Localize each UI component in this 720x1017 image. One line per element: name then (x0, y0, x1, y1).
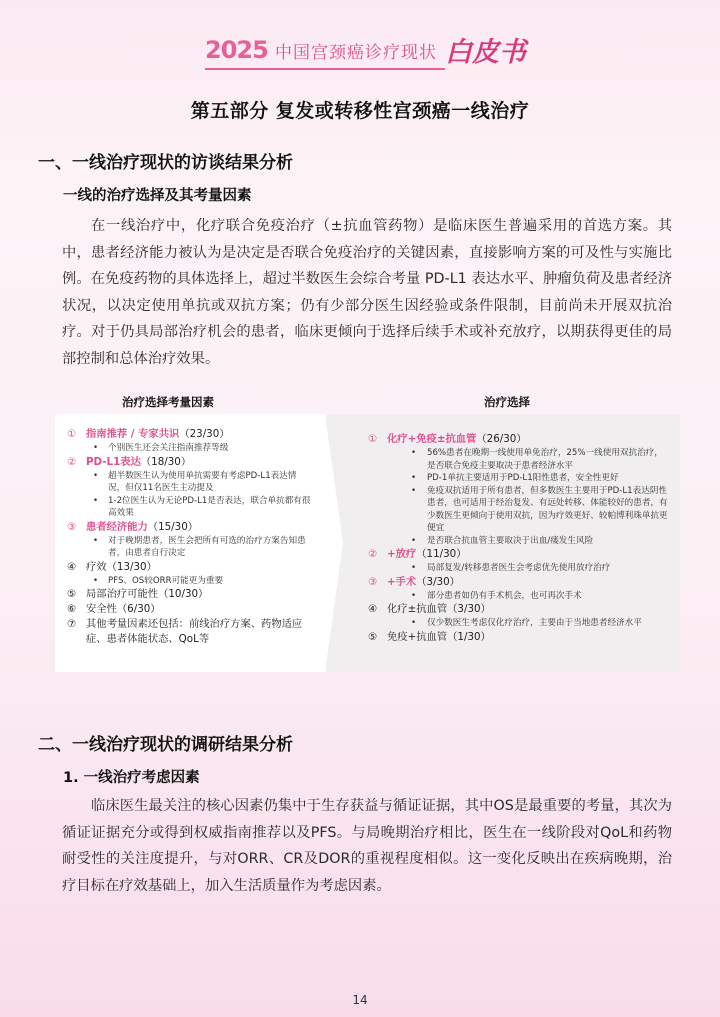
section1-paragraph: 在一线治疗中，化疗联合免疫治疗（±抗血管药物）是临床医生普遍采用的首选方案。其中，患者经济能力被认为是决定是否联合免疫治疗的关键因素，直接影响方案的可及性与实施比例。在免疫药物的具体选择上，超过半数医生会综合考量 PD-L1 表达水平、肿瘤负荷及患者经济状况，以决定使用单抗或双抗方案；仍有少部分医生因经验或条件限制，目前尚未开展双抗治疗。对于仍具局部治疗机会的患者，临床更倾向于选择后续手术或补充放疗，以期获得更佳的局部控制和总体治疗效果。 (62, 218, 672, 367)
sub-list-item: • 部分患者如仍有手术机会，也可再次手术 (387, 590, 668, 603)
item-count: （13/30） (106, 560, 157, 573)
item-number: ⑥ (67, 603, 77, 615)
sub-list (86, 575, 312, 588)
sub-list-item: • 仅少数医生考虑仅化疗治疗，主要由于当地患者经济水平 (387, 617, 668, 630)
list-item (67, 455, 312, 520)
sub-list-item: • 1-2位医生认为无论PD-L1是否表达，联合单抗都有很高效果 (86, 495, 312, 520)
item-label: 患者经济能力 (86, 520, 148, 533)
list-item (368, 547, 668, 575)
item-count: （26/30） (476, 433, 527, 445)
sub-list (86, 535, 312, 560)
sub-list-item: • 超半数医生认为使用单抗需要有考虑PD-L1表达情况，但仅11名医生主动提及 (86, 470, 312, 495)
sub-list (387, 562, 668, 575)
item-number: ③ (368, 575, 378, 588)
sub-list (387, 447, 668, 547)
list-item (368, 575, 668, 603)
list-item (368, 630, 668, 645)
item-number: ⑦ (67, 618, 77, 630)
list-item (67, 587, 312, 602)
item-label: 化疗±抗血管 (387, 603, 448, 615)
item-label: 其他考量因素还包括：前线治疗方案、药物适应症、患者体能状态、QoL等 (86, 618, 303, 645)
sub-list-item: • 是否联合抗血管主要取决于出血/瘘发生风险 (387, 535, 668, 548)
sub-list (86, 470, 312, 520)
list-item (67, 617, 312, 647)
item-count: （3/30） (447, 603, 491, 615)
sub-list-item: • PD-1单抗主要适用于PD-L1阳性患者，安全性更好 (387, 472, 668, 485)
sub-list-item: • PFS、OS较ORR可能更为重要 (86, 575, 312, 588)
sub-list-item: • 个别医生还会关注指南推荐等级 (86, 442, 312, 455)
list-item (368, 602, 668, 630)
sub-list (86, 442, 312, 455)
item-count: （23/30） (179, 428, 230, 440)
sub-list (387, 590, 668, 603)
header-title: 中国宫颈癌诊疗现状 (275, 43, 437, 63)
part-title: 第五部分 复发或转移性宫颈癌一线治疗 (190, 100, 530, 122)
item-label: 局部治疗可能性 (86, 588, 159, 600)
item-number: ③ (67, 520, 77, 533)
header-underline (205, 68, 445, 70)
list-item (67, 560, 312, 588)
item-label: PD-L1表达 (86, 455, 141, 468)
page-header (0, 30, 720, 70)
list-item (67, 602, 312, 617)
item-label: 指南推荐 / 专家共识 (86, 428, 180, 440)
item-count: （3/30） (416, 575, 460, 588)
considerations-list (67, 427, 312, 647)
item-label: 安全性 (86, 603, 117, 615)
item-count: （10/30） (158, 588, 209, 600)
header-book-logo: 白皮书 (445, 37, 526, 68)
section2-paragraph: 临床医生最关注的核心因素仍集中于生存获益与循证证据，其中OS是最重要的考量，其次为循证证据充分或得到权威指南推荐以及PFS。与局晚期治疗相比，医生在一线阶段对QoL和药物耐受性的关注度提升，与对ORR、CR及DOR的重视程度相似。这一变化反映出在疾病晚期，治疗目标在疗效基础上，加入生活质量作为考虑因素。 (62, 798, 672, 894)
item-count: （18/30） (140, 455, 192, 468)
section1-heading: 一、一线治疗现状的访谈结果分析 (38, 153, 293, 173)
treatment-choices-list (368, 432, 668, 645)
sub-list-item: • 56%患者在晚期一线使用单免治疗，25%一线使用双抗治疗，是否联合免疫主要取决于患者经济水平 (387, 447, 668, 472)
item-count: （11/30） (416, 548, 467, 560)
section2-heading: 二、一线治疗现状的调研结果分析 (38, 735, 293, 755)
item-number: ① (368, 433, 378, 445)
sub-list-item: • 局部复发/转移患者医生会考虑优先使用放疗治疗 (387, 562, 668, 575)
section1-subheading: 一线的治疗选择及其考量因素 (63, 188, 252, 204)
sub-list (387, 617, 668, 630)
item-number: ⑤ (67, 588, 77, 600)
item-count: （6/30） (116, 603, 161, 615)
list-item (368, 432, 668, 547)
list-item (67, 427, 312, 455)
left-panel-label: 治疗选择考量因素 (122, 395, 214, 409)
list-item (67, 520, 312, 560)
item-count: （15/30） (147, 520, 199, 533)
item-label: +手术 (387, 575, 417, 588)
right-panel-label: 治疗选择 (484, 395, 530, 409)
item-count: （1/30） (447, 630, 491, 643)
item-label: 疗效 (86, 560, 107, 573)
item-label: 免疫+抗血管 (387, 630, 448, 643)
item-number: ⑤ (368, 630, 378, 643)
item-number: ④ (67, 560, 77, 573)
item-label: +放疗 (387, 548, 417, 560)
item-number: ① (67, 428, 77, 440)
item-label: 化疗+免疫±抗血管 (387, 433, 477, 445)
sub-list-item: • 对于晚期患者，医生会把所有可选的治疗方案告知患者，由患者自行决定 (86, 535, 312, 560)
item-number: ④ (368, 603, 378, 615)
sub-list-item: • 免疫双抗适用于所有患者，但多数医生主要用于PD-L1表达阴性患者，也可适用于经治复发、有远处转移、体能较好的患者，有少数医生更倾向于使用双抗，因为疗效更好、较帕博利珠单抗更便宜 (387, 485, 668, 535)
page-number: 14 (352, 993, 368, 1007)
header-year: 2025 (205, 36, 268, 64)
item-number: ② (67, 455, 77, 468)
item-number: ② (368, 548, 378, 560)
section2-subheading: 1. 一线治疗考虑因素 (63, 770, 200, 786)
